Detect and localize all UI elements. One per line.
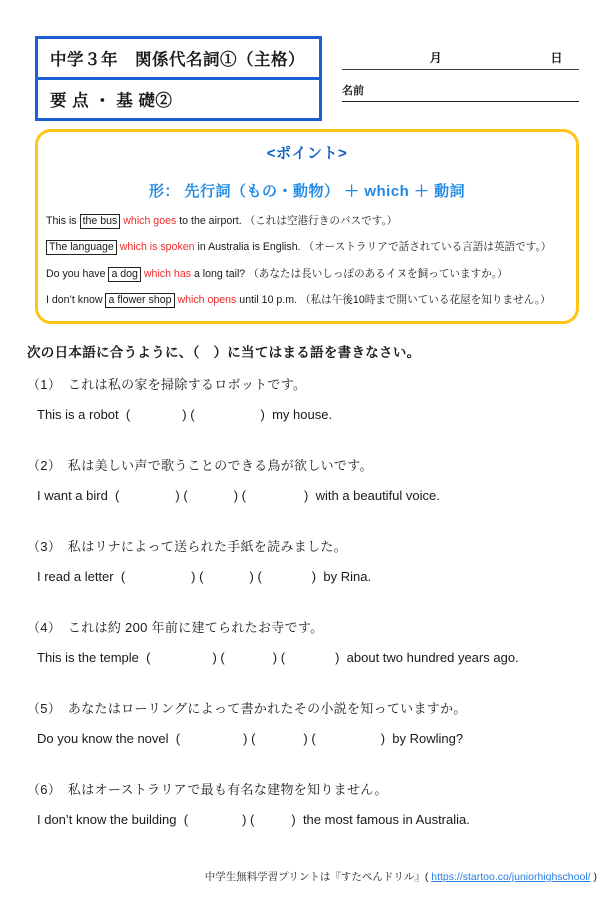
antecedent-boxed: The language [46,240,117,255]
example-sentence [43,240,571,254]
footer-text-after: ) [590,871,597,883]
paren-close: ) [303,731,308,746]
example-text: in Australia is English. （オーストラリアで話されている言語は英語です。） [194,241,552,253]
paren-close: ) [242,812,247,827]
month-label: 月 [429,51,442,65]
english-text: the most famous in Australia. [295,812,470,827]
paren-close: ) [272,650,278,665]
worksheet-subtitle: 要 点 ・ 基 礎② [38,79,319,118]
example-text: to the airport. （これは空港行きのバスです。） [176,214,398,227]
example-sentence [43,293,571,307]
paren-open: ( [199,569,204,584]
paren-open: ( [220,650,225,665]
paren-open: ( [311,731,316,746]
paren-close: ) [311,569,317,584]
antecedent-boxed: the bus [80,214,121,229]
answer-blank [130,418,182,419]
answer-blank [150,661,212,662]
date-name-area [342,36,579,121]
english-text: my house. [264,407,333,422]
answer-blank [255,742,303,743]
paren-open: ( [120,569,126,584]
header [35,36,579,121]
answer-blank [188,499,234,500]
question [27,779,604,827]
paren-open: ( [146,650,151,665]
answer-blank [203,580,249,581]
answer-blank [246,499,304,500]
question [27,698,604,746]
question-english [27,650,604,665]
example-sentences [43,214,571,308]
example-sentence [43,267,571,281]
point-box [35,129,579,324]
question [27,455,604,503]
english-text: I don’t know the building [37,812,184,827]
question-english [27,731,604,746]
relative-clause-highlight: which opens [177,294,237,306]
point-title: <ポイント> [266,145,348,162]
worksheet-title: 中学３年 関係代名詞①（主格） [38,39,319,79]
question-japanese: （5） あなたはローリングによって書かれたその小説を知っていますか。 [27,701,467,716]
answer-blank [188,823,242,824]
example-text: a long tail? （あなたは長いしっぽのあるイヌを飼っていますか。） [191,267,508,280]
grammar-formula: 形： 先行詞（もの・動物） ＋ which ＋ 動詞 [148,183,466,200]
question-english [27,812,604,827]
paren-close: ) [335,650,340,665]
paren-close: ) [191,569,196,584]
paren-close: ) [212,650,217,665]
paren-close: ) [380,731,386,746]
english-text: This is a robot [37,407,126,422]
paren-close: ) [233,488,239,503]
paren-open: ( [257,569,262,584]
question-english [27,569,604,584]
answer-blank [119,499,175,500]
example-sentence [43,214,571,228]
paren-open: ( [250,812,255,827]
paren-close: ) [304,488,309,503]
answer-blank [262,580,312,581]
english-text: about two hundred years ago. [339,650,519,665]
question-japanese: （2） 私は美しい声で歌うことのできる鳥が欲しいです。 [27,458,373,473]
paren-close: ) [291,812,296,827]
answer-blank [125,580,191,581]
example-text: until 10 p.m. （私は午後10時まで開いている花屋を知りません。） [236,294,551,306]
english-text: with a beautiful voice. [308,488,440,503]
name-label: 名前 [342,85,364,97]
paren-open: ( [241,488,247,503]
answer-blank [225,661,273,662]
paren-close: ) [249,569,254,584]
footer-text-before: 中学生無料学習プリントは『すたぺんドリル』( [204,871,432,883]
english-text: This is the temple [37,650,147,665]
example-text: I don’t know [46,294,106,306]
question [27,374,604,422]
question-english [27,407,604,422]
answer-blank [285,661,335,662]
english-text: I want a bird [37,488,116,503]
english-text: by Rina. [316,569,372,584]
english-text: by Rowling? [385,731,464,746]
paren-open: ( [190,407,195,422]
english-text: Do you know the novel [37,731,176,746]
paren-close: ) [175,488,180,503]
paren-open: ( [183,812,189,827]
question-english [27,488,604,503]
paren-close: ) [243,731,248,746]
question-japanese: （3） 私はリナによって送られた手紙を読みました。 [27,539,347,554]
date-field [342,42,579,70]
paren-open: ( [251,731,256,746]
paren-close: ) [260,407,265,422]
paren-open: ( [115,488,120,503]
answer-blank [254,823,291,824]
relative-clause-highlight: which goes [123,214,177,227]
paren-open: ( [183,488,188,503]
questions-list [27,374,604,827]
english-text: I read a letter [37,569,121,584]
question-japanese: （1） これは私の家を掃除するロボットです。 [27,377,307,392]
paren-open: ( [125,407,131,422]
title-box [35,36,322,121]
paren-open: ( [280,650,286,665]
day-label: 日 [550,51,563,65]
exercise-instruction: 次の日本語に合うように、（ ）に当てはまる語を書きなさい。 [27,345,421,360]
worksheet-page [0,36,614,910]
paren-open: ( [175,731,181,746]
question [27,536,604,584]
question [27,617,604,665]
example-text: This is [46,214,80,227]
antecedent-boxed: a dog [108,267,141,282]
name-field [342,77,579,102]
question-japanese: （6） 私はオーストラリアで最も有名な建物を知りません。 [27,782,388,797]
answer-blank [195,418,261,419]
paren-close: ) [182,407,187,422]
footer-link[interactable]: https://startoo.co/juniorhighschool/ [431,871,591,883]
question-japanese: （4） これは約 200 年前に建てられたお寺です。 [27,620,324,635]
antecedent-boxed: a flower shop [105,293,174,308]
answer-blank [316,742,381,743]
relative-clause-highlight: which has [143,267,192,280]
footer [0,869,597,884]
answer-blank [180,742,243,743]
relative-clause-highlight: which is spoken [119,241,195,253]
example-text: Do you have [46,267,109,280]
